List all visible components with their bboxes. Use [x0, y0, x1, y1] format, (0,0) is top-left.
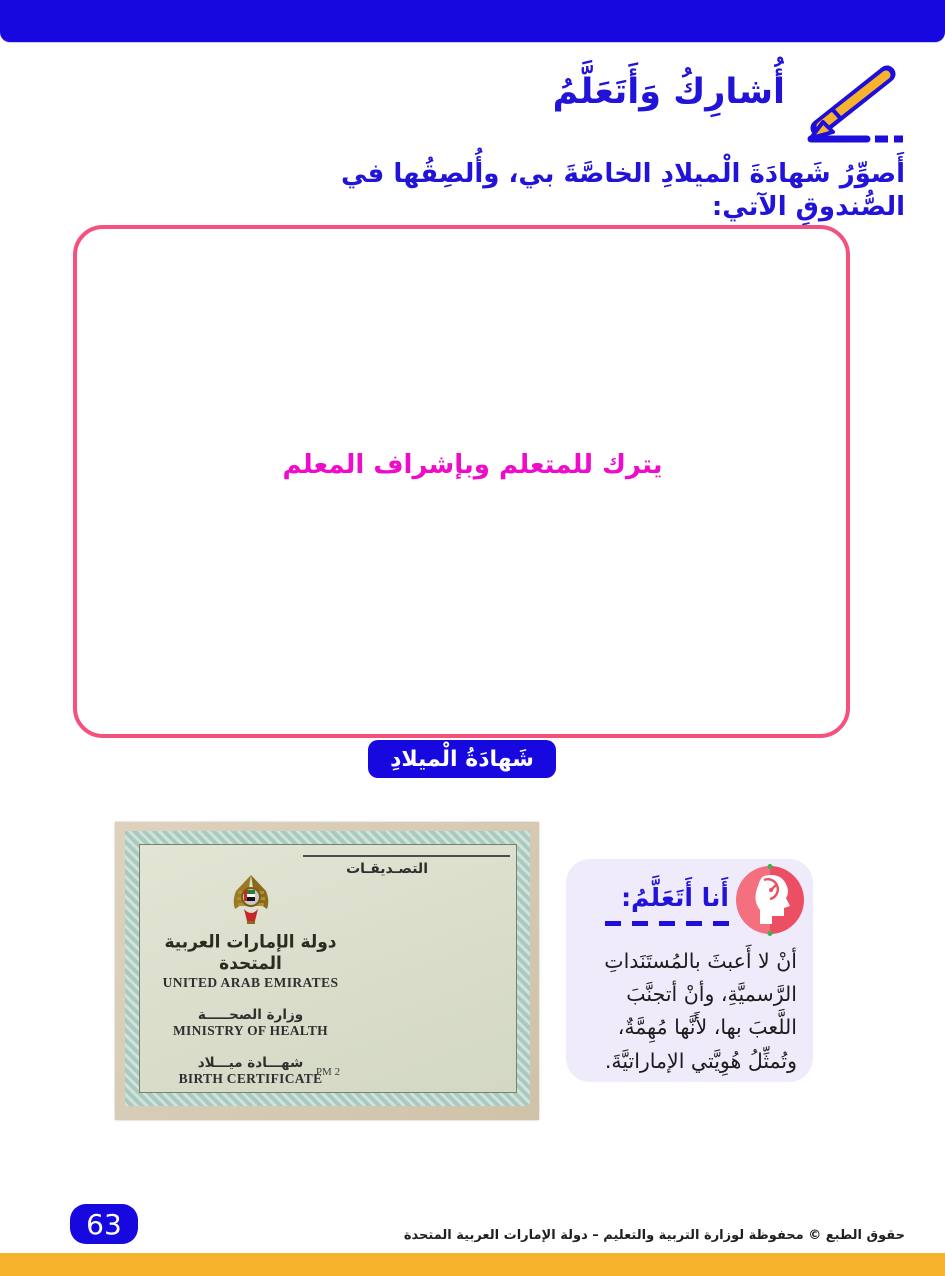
bottom-color-bar [0, 1253, 945, 1276]
i-learn-title: أَنا أَتَعَلَّمُ: [621, 883, 729, 912]
page-number-badge: 63 [70, 1204, 138, 1244]
section-title: أُشارِكُ وَأَتَعَلَّمُ [552, 72, 785, 112]
instruction-text: أَصوِّرُ شَهادَةَ الْميلادِ الخاصَّةَ بي، وأُلصِقُها في الصُّندوقِ الآتي: [340, 159, 905, 222]
attestations-label: التصـديقـات [346, 861, 428, 877]
paste-box-placeholder: يترك للمتعلم وبإشراف المعلم [282, 450, 663, 480]
dashed-underline [605, 921, 737, 926]
attestations-line [303, 855, 510, 857]
certificate-ornamental-border [125, 831, 530, 1106]
ministry-name-arabic: وزارة الصحـــــة [197, 1007, 304, 1023]
document-title-english: BIRTH CERTIFICATE [178, 1071, 323, 1086]
country-name-arabic: دولة الإمارات العربية المتحدة [164, 932, 337, 974]
birth-certificate-photo [115, 822, 539, 1120]
i-learn-callout [566, 859, 813, 1082]
paste-box [73, 225, 850, 738]
pen-icon [795, 62, 907, 154]
uae-falcon-emblem-icon [226, 871, 276, 925]
country-name-english: UNITED ARAB EMIRATES [162, 975, 339, 990]
document-title-arabic: شهـــادة ميـــلاد [197, 1055, 304, 1071]
certificate-heading-block [148, 871, 353, 1087]
ministry-name-english: MINISTRY OF HEALTH [173, 1023, 328, 1038]
top-color-bar [0, 0, 945, 42]
form-code: PM 2 [315, 1066, 341, 1078]
certificate-paper [139, 844, 517, 1093]
birth-certificate-label: شَهادَةُ الْميلادِ [368, 740, 556, 778]
i-learn-body: أنْ لا أَعبثَ بالمُستَنَداتِ الرَّسميَّةِ، وأنْ أتجنَّبَ اللَّعبَ بها، لأَنَّها مُهِمَّةٌ، وتُمثِّلُ هُوِيَّتي الإماراتيَّةَ. [604, 949, 797, 1073]
copyright-text: حقوق الطبع © محفوظة لوزارة التربية والتعليم – دولة الإمارات العربية المتحدة [403, 1228, 905, 1243]
head-brain-icon [734, 864, 806, 936]
